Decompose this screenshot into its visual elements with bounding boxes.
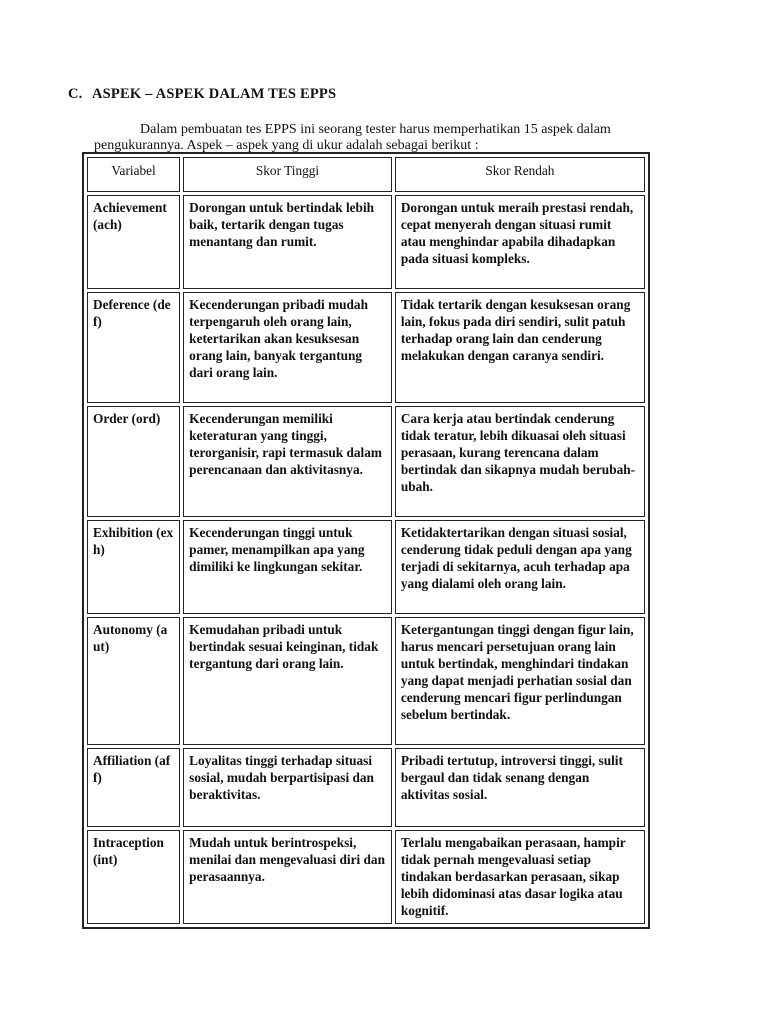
cell-skor-tinggi: Loyalitas tinggi terhadap situasi sosial, mudah berpartisipasi dan beraktivitas.	[183, 748, 392, 827]
cell-skor-rendah: Pribadi tertutup, introversi tinggi, sulit bergaul dan tidak senang dengan aktivitas sosial.	[395, 748, 645, 827]
table-row	[87, 617, 645, 745]
aspect-table	[82, 152, 650, 929]
cell-variabel: Affiliation (aff)	[87, 748, 180, 827]
cell-variabel: Deference (def)	[87, 292, 180, 403]
cell-variabel: Autonomy (aut)	[87, 617, 180, 745]
table-row	[87, 406, 645, 517]
cell-variabel: Exhibition (exh)	[87, 520, 180, 614]
table-row	[87, 292, 645, 403]
cell-skor-rendah: Cara kerja atau bertindak cenderung tidak teratur, lebih dikuasai oleh situasi perasaan, kurang terencana dalam bertindak dan sikapnya mudah berubah-ubah.	[395, 406, 645, 517]
cell-skor-tinggi: Mudah untuk berintrospeksi, menilai dan mengevaluasi diri dan perasaannya.	[183, 830, 392, 924]
header-variabel: Variabel	[87, 157, 180, 192]
cell-skor-rendah: Terlalu mengabaikan perasaan, hampir tidak pernah mengevaluasi setiap tindakan berdasarkan perasaan, sikap lebih didominasi atas dasar logika atau kognitif.	[395, 830, 645, 924]
cell-skor-rendah: Ketidaktertarikan dengan situasi sosial, cenderung tidak peduli dengan apa yang terjadi di sekitarnya, acuh terhadap apa yang dialami oleh orang lain.	[395, 520, 645, 614]
cell-skor-tinggi: Kemudahan pribadi untuk bertindak sesuai keinginan, tidak tergantung dari orang lain.	[183, 617, 392, 745]
cell-skor-rendah: Tidak tertarik dengan kesuksesan orang lain, fokus pada diri sendiri, sulit patuh terhadap orang lain dan cenderung melakukan dengan caranya sendiri.	[395, 292, 645, 403]
cell-skor-tinggi: Dorongan untuk bertindak lebih baik, tertarik dengan tugas menantang dan rumit.	[183, 195, 392, 289]
header-skor-rendah: Skor Rendah	[395, 157, 645, 192]
section-title: ASPEK – ASPEK DALAM TES EPPS	[92, 86, 337, 102]
cell-variabel: Intraception (int)	[87, 830, 180, 924]
table-header-row	[87, 157, 645, 192]
header-skor-tinggi: Skor Tinggi	[183, 157, 392, 192]
table-row	[87, 748, 645, 827]
cell-variabel: Order (ord)	[87, 406, 180, 517]
table-row	[87, 195, 645, 289]
table-row	[87, 520, 645, 614]
cell-skor-tinggi: Kecenderungan tinggi untuk pamer, menampilkan apa yang dimiliki ke lingkungan sekitar.	[183, 520, 392, 614]
table-row	[87, 830, 645, 924]
cell-skor-rendah: Dorongan untuk meraih prestasi rendah, cepat menyerah dengan situasi rumit atau menghindar apabila dihadapkan pada situasi kompleks.	[395, 195, 645, 289]
section-number: C.	[68, 86, 83, 102]
cell-skor-rendah: Ketergantungan tinggi dengan figur lain, harus mencari persetujuan orang lain untuk bertindak, menghindari tindakan yang dapat menjadi perhatian sosial dan cenderung mencari figur perlindungan sebelum bertindak.	[395, 617, 645, 745]
cell-skor-tinggi: Kecenderungan memiliki keteraturan yang tinggi, terorganisir, rapi termasuk dalam perencanaan dan aktivitasnya.	[183, 406, 392, 517]
section-heading	[68, 86, 336, 103]
cell-skor-tinggi: Kecenderungan pribadi mudah terpengaruh oleh orang lain, ketertarikan akan kesuksesan orang lain, banyak tergantung dari orang lain.	[183, 292, 392, 403]
cell-variabel: Achievement (ach)	[87, 195, 180, 289]
intro-paragraph: Dalam pembuatan tes EPPS ini seorang tester harus memperhatikan 15 aspek dalam pengukurannya. Aspek – aspek yang di ukur adalah sebagai berikut :	[94, 122, 611, 153]
